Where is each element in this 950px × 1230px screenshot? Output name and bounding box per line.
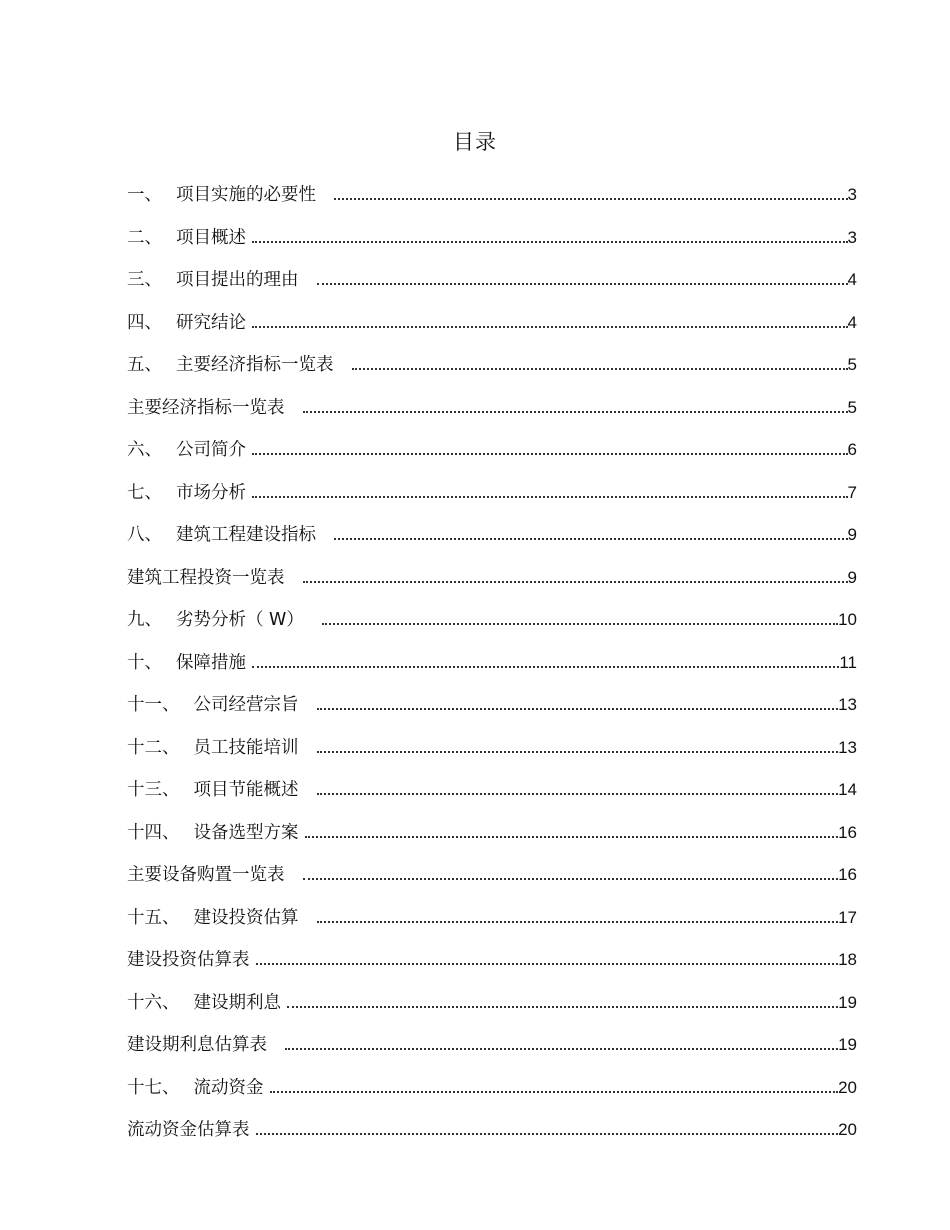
toc-entry-number: 十四、	[127, 822, 180, 843]
toc-dot-leader	[317, 708, 839, 710]
toc-page-number: 7	[847, 482, 857, 502]
toc-page-number: 19	[838, 1035, 857, 1054]
toc-entry-number: 十五、	[127, 907, 180, 928]
toc-entry-number: 七、	[127, 482, 162, 503]
toc-entry[interactable]	[127, 308, 857, 351]
toc-entry-label: 公司简介	[176, 440, 246, 460]
toc-entry[interactable]	[127, 903, 857, 946]
toc-entry[interactable]	[127, 1073, 857, 1116]
toc-entry-label: 主要经济指标一览表	[127, 397, 285, 418]
toc-entry[interactable]	[127, 563, 857, 606]
toc-dot-leader	[252, 326, 848, 328]
toc-entry[interactable]	[127, 733, 857, 776]
toc-entry-label: 保障措施	[176, 652, 246, 673]
toc-page-number: 19	[838, 992, 857, 1012]
toc-entry[interactable]	[127, 945, 857, 988]
toc-dot-leader	[256, 1133, 839, 1135]
toc-entry-number: 九、	[127, 610, 162, 630]
toc-page-number: 20	[838, 1077, 857, 1097]
toc-entry-label: 员工技能培训	[193, 737, 299, 758]
toc-page-number: 16	[838, 865, 857, 884]
toc-entry-number: 十、	[127, 652, 162, 673]
toc-page-number: 3	[847, 185, 857, 204]
toc-entry-number: 四、	[127, 312, 162, 333]
toc-dot-leader	[256, 963, 839, 965]
toc-entry-label: 公司经营宗旨	[193, 695, 299, 715]
toc-page-number: 3	[847, 227, 857, 247]
toc-dot-leader	[317, 921, 839, 923]
toc-entry-number: 十一、	[127, 695, 180, 715]
toc-entry-label: 建设投资估算表	[127, 950, 250, 970]
toc-entry-label: 劣势分析（ W）	[176, 610, 304, 630]
toc-dot-leader	[252, 666, 839, 668]
toc-dot-leader	[317, 751, 839, 753]
toc-entry-number: 三、	[127, 270, 162, 290]
toc-page-number: 4	[847, 270, 857, 289]
toc-page-number: 16	[838, 822, 857, 842]
toc-entry-label: 项目节能概述	[193, 780, 299, 800]
toc-entry-label: 建设期利息估算表	[127, 1035, 267, 1055]
toc-entry-label: 研究结论	[176, 312, 246, 333]
toc-entry-label: 建设期利息	[193, 992, 281, 1013]
toc-page-number: 5	[847, 397, 857, 417]
toc-entry[interactable]	[127, 1115, 857, 1158]
toc-dot-leader	[285, 1048, 838, 1050]
toc-page-number: 20	[838, 1120, 857, 1139]
toc-dot-leader	[352, 368, 848, 370]
toc-entry-label: 建设投资估算	[193, 907, 299, 928]
toc-dot-leader	[334, 198, 848, 200]
toc-page-number: 9	[847, 567, 857, 587]
toc-entry-number: 一、	[127, 185, 162, 205]
toc-page-number: 14	[838, 780, 857, 799]
toc-entry-number: 十三、	[127, 780, 180, 800]
toc-entry-label: 主要经济指标一览表	[176, 355, 334, 375]
toc-title: 目录	[453, 130, 497, 154]
toc-dot-leader	[322, 623, 838, 625]
toc-entry-label: 建筑工程投资一览表	[127, 567, 285, 588]
table-of-contents	[127, 180, 857, 1158]
toc-entry[interactable]	[127, 860, 857, 903]
toc-entry[interactable]	[127, 223, 857, 266]
toc-page-number: 13	[838, 695, 857, 714]
toc-dot-leader	[317, 283, 848, 285]
toc-page-number: 11	[839, 652, 857, 672]
toc-entry[interactable]	[127, 180, 857, 223]
toc-entry-label: 流动资金估算表	[127, 1120, 250, 1140]
toc-entry[interactable]	[127, 393, 857, 436]
toc-dot-leader	[252, 241, 848, 243]
toc-entry-number: 十六、	[127, 992, 180, 1013]
toc-page-number: 17	[838, 907, 857, 927]
toc-entry-number: 二、	[127, 227, 162, 248]
toc-entry[interactable]	[127, 265, 857, 308]
toc-dot-leader	[317, 793, 839, 795]
toc-entry-number: 六、	[127, 440, 162, 460]
toc-dot-leader	[303, 411, 848, 413]
toc-entry-label: 项目实施的必要性	[176, 185, 316, 205]
toc-dot-leader	[252, 453, 848, 455]
toc-dot-leader	[303, 878, 839, 880]
toc-entry[interactable]	[127, 775, 857, 818]
toc-entry-label: 项目概述	[176, 227, 246, 248]
toc-entry-label: 主要设备购置一览表	[127, 865, 285, 885]
toc-entry-label: 设备选型方案	[193, 822, 299, 843]
toc-page-number: 5	[847, 355, 857, 374]
toc-dot-leader	[287, 1006, 838, 1008]
toc-dot-leader	[303, 581, 848, 583]
toc-entry-number: 十七、	[127, 1077, 180, 1098]
toc-entry[interactable]	[127, 818, 857, 861]
toc-entry-label: 项目提出的理由	[176, 270, 299, 290]
toc-dot-leader	[270, 1091, 839, 1093]
toc-entry[interactable]	[127, 1030, 857, 1073]
toc-entry[interactable]	[127, 648, 857, 691]
toc-dot-leader	[305, 836, 839, 838]
toc-page-number: 6	[847, 440, 857, 459]
toc-page-number: 10	[838, 610, 857, 629]
toc-entry-number: 八、	[127, 525, 162, 545]
toc-entry-number: 五、	[127, 355, 162, 375]
toc-entry-label: 建筑工程建设指标	[176, 525, 316, 545]
toc-page-number: 18	[838, 950, 857, 969]
toc-page-number: 9	[847, 525, 857, 544]
toc-page-number: 4	[847, 312, 857, 332]
toc-page-number: 13	[838, 737, 857, 757]
toc-entry-label: 流动资金	[193, 1077, 264, 1098]
toc-dot-leader	[334, 538, 848, 540]
toc-dot-leader	[252, 496, 848, 498]
toc-entry-label: 市场分析	[176, 482, 246, 503]
toc-entry[interactable]	[127, 435, 857, 478]
toc-entry[interactable]	[127, 350, 857, 393]
toc-entry[interactable]	[127, 605, 857, 648]
toc-entry[interactable]	[127, 988, 857, 1031]
toc-entry[interactable]	[127, 520, 857, 563]
toc-entry-number: 十二、	[127, 737, 180, 758]
toc-entry[interactable]	[127, 690, 857, 733]
toc-entry[interactable]	[127, 478, 857, 521]
